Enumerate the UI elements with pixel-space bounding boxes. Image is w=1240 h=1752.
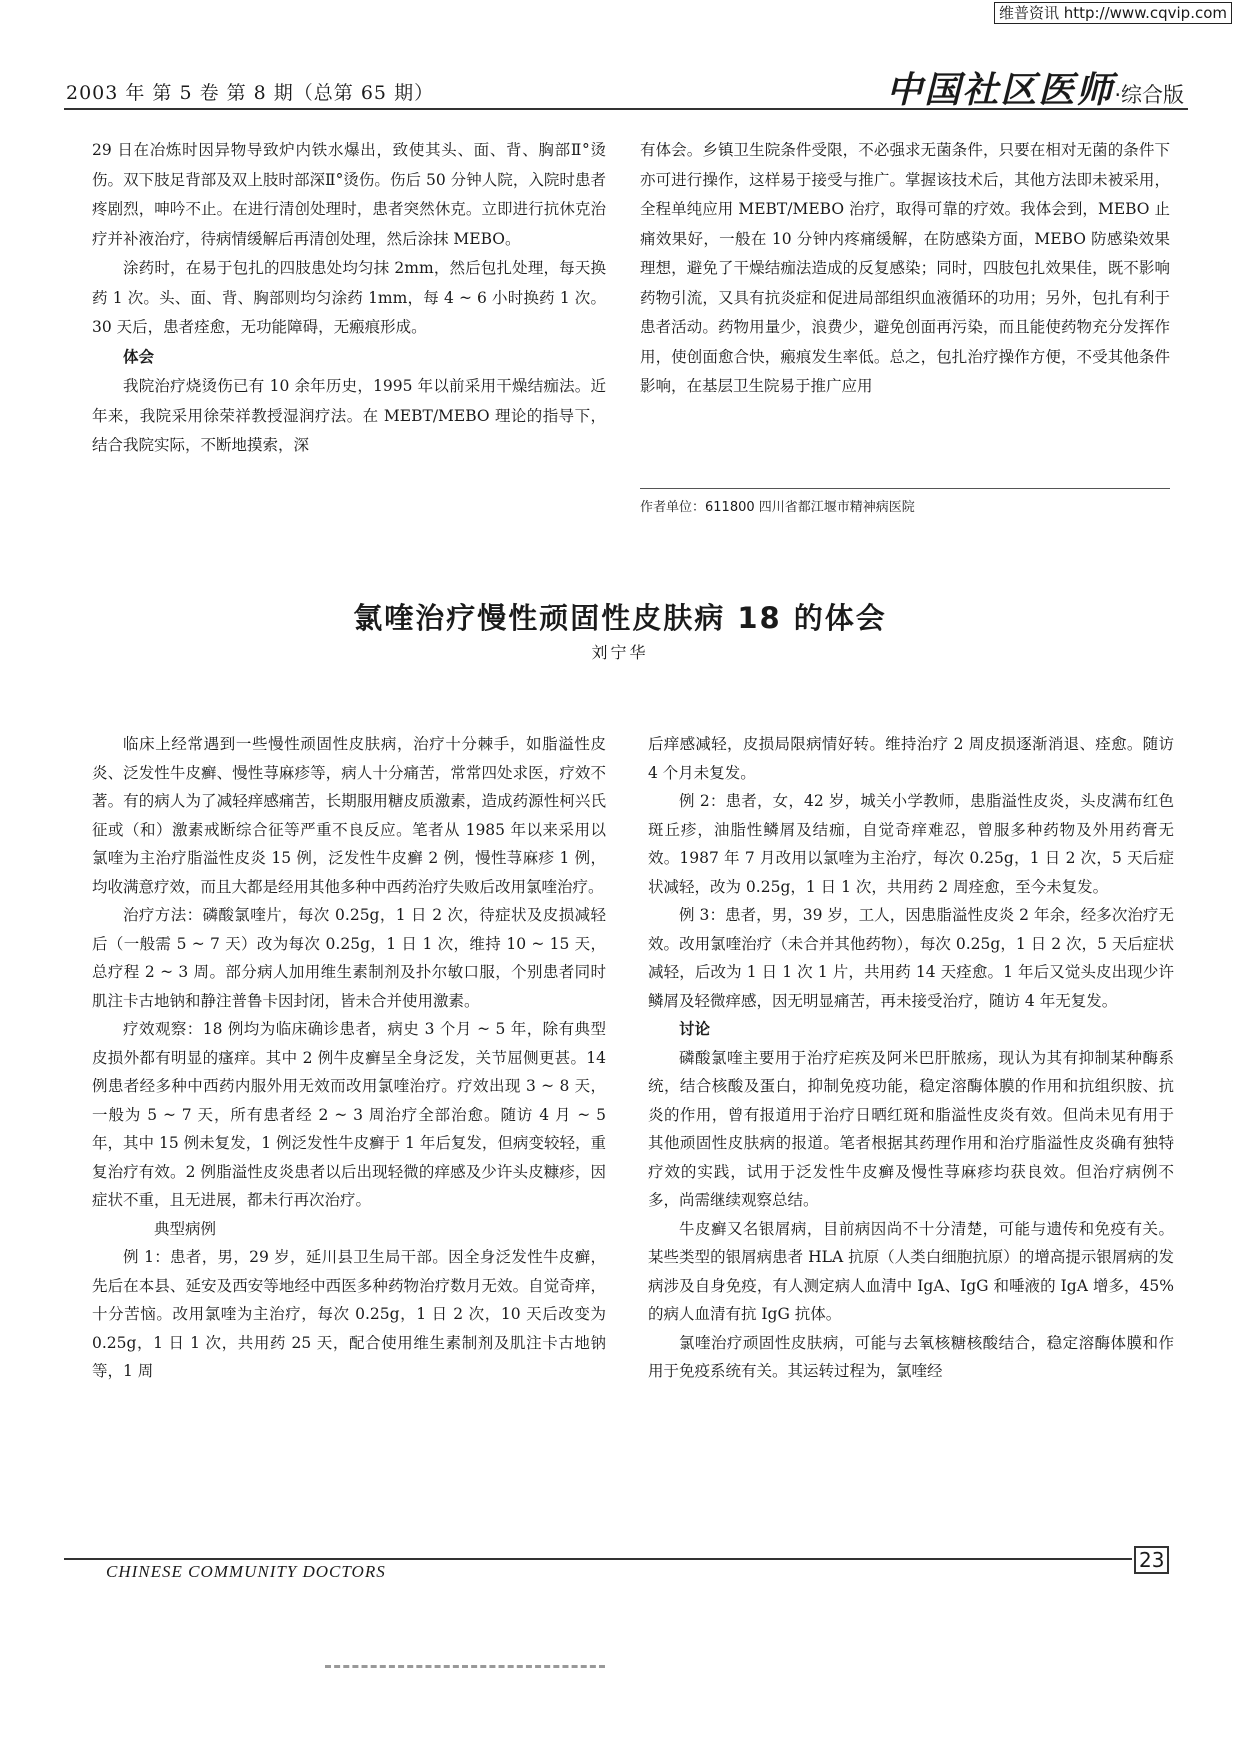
edition-label: ·综合版 [1114, 83, 1184, 107]
paragraph: 临床上经常遇到一些慢性顽固性皮肤病，治疗十分棘手，如脂溢性皮炎、泛发性牛皮癣、慢性荨麻疹等，病人十分痛苦，常常四处求医，疗效不著。有的病人为了减轻痒感痛苦，长期服用糖皮质激素，造成药源性柯兴氏征或（和）激素戒断综合征等严重不良反应。笔者从 1985 年以来采用以氯喹为主治疗脂溢性皮炎 15 例，泛发性牛皮癣 2 例，慢性荨麻疹 1 例，均收满意疗效，而且大都是经用其他多种中西药治疗失败后改用氯喹治疗。 [92, 735, 606, 896]
journal-logo: 中国社区医师 [886, 69, 1115, 111]
paragraph: 牛皮癣又名银屑病，目前病因尚不十分清楚，可能与遗传和免疫有关。某些类型的银屑病患者 HLA 抗原（人类白细胞抗原）的增高提示银屑病的发病涉及自身免疫，有人测定病人血清中 IgA、IgG 和唾液的 IgA 增多，45% 的病人血清有抗 IgG 抗体。 [648, 1219, 1174, 1323]
discussion-heading: 讨论 [679, 1020, 711, 1038]
affiliation-rule [640, 488, 1170, 489]
paragraph: 有体会。乡镇卫生院条件受限，不必强求无菌条件，只要在相对无菌的条件下亦可进行操作，这样易于接受与推广。掌握该技术后，其他方法即未被采用，全程单纯应用 MEBT/MEBO 治疗，取得可靠的疗效。我体会到，MEBO 止痛效果好，一般在 10 分钟内疼痛缓解，在防感染方面，MEBO 防感染效果理想，避免了干燥结痂法造成的反复感染；同时，四肢包扎效果佳，既不影响药物引流，又具有抗炎症和促进局部组织血液循环的功用；另外，包扎有利于患者活动。药物用量少，浪费少，避免创面再污染，而且能使药物充分发挥作用，使创面愈合快，瘢痕发生率低。总之，包扎治疗操作方便，不受其他条件影响，在基层卫生院易于推广应用 [640, 141, 1170, 395]
article-left-column [92, 730, 606, 1386]
case-heading: 典型病例 [154, 1219, 217, 1238]
article-title: 氯喹治疗慢性顽固性皮肤病 18 的体会 [353, 601, 887, 635]
watermark: 维普资讯 http://www.cqvip.com [994, 2, 1232, 24]
page-number: 23 [1134, 1546, 1169, 1574]
paragraph: 疗效观察：18 例均为临床确诊患者，病史 3 个月 ~ 5 年，除有典型皮损外都有明显的瘙痒。其中 2 例牛皮癣呈全身泛发，关节屈侧更甚。14 例患者经多种中西药内服外用无效而改用氯喹治疗。疗效出现 3 ~ 8 天，一般为 5 ~ 7 天，所有患者经 2 ~ 3 周治疗全部治愈。随访 4 月 ~ 5 年，其中 15 例未复发，1 例泛发性牛皮癣于 1 年后复发，但病变较轻，重复治疗有效。2 例脂溢性皮炎患者以后出现轻微的痒感及少许头皮糠疹，因症状不重，且无进展，都未行再次治疗。 [92, 1020, 606, 1209]
header-rule [64, 108, 1188, 110]
paragraph: 我院治疗烧烫伤已有 10 余年历史，1995 年以前采用干燥结痂法。近年来，我院采用徐荣祥教授湿润疗法。在 MEBT/MEBO 理论的指导下，结合我院实际，不断地摸索，深 [92, 377, 606, 454]
paragraph: 治疗方法：磷酸氯喹片，每次 0.25g，1 日 2 次，待症状及皮损减轻后（一般需 5 ~ 7 天）改为每次 0.25g，1 日 1 次，维持 10 ~ 15 天，总疗程 2 ~ 3 周。部分病人加用维生素制剂及扑尔敏口服，个别患者同时肌注卡古地钠和静注普鲁卡因封闭，皆未合并使用激素。 [92, 906, 606, 1010]
author-affiliation: 作者单位：611800 四川省都江堰市精神病医院 [640, 500, 915, 515]
paragraph: 涂药时，在易于包扎的四肢患处均匀抹 2mm，然后包扎处理，每天换药 1 次。头、面、背、胸部则均匀涂药 1mm，每 4 ~ 6 小时换药 1 次。30 天后，患者痊愈，无功能障碍，无瘢痕形成。 [92, 259, 606, 336]
journal-header [886, 62, 1184, 113]
issue-info: 2003 年 第 5 卷 第 8 期（总第 65 期） [66, 82, 435, 104]
section-heading: 体会 [123, 347, 155, 366]
paragraph: 例 3：患者，男，39 岁，工人，因患脂溢性皮炎 2 年余，经多次治疗无效。改用氯喹治疗（未合并其他药物），每次 0.25g，1 日 2 次，5 天后症状减轻，后改为 1 日 1 次 1 片，共用药 14 天痊愈。1 年后又觉头皮出现少许鳞屑及轻微痒感，因无明显痛苦，再未接受治疗，随访 4 年无复发。 [648, 906, 1174, 1010]
article-right-column [648, 730, 1174, 1386]
paragraph: 后痒感减轻，皮损局限病情好转。维持治疗 2 周皮损逐渐消退、痊愈。随访 4 个月未复发。 [648, 735, 1174, 782]
paragraph: 氯喹治疗顽固性皮肤病，可能与去氧核糖核酸结合，稳定溶酶体膜和作用于免疫系统有关。其运转过程为，氯喹经 [648, 1333, 1174, 1380]
footer-rule [64, 1558, 1132, 1560]
paragraph: 例 2：患者，女，42 岁，城关小学教师，患脂溢性皮炎，头皮满布红色斑丘疹，油脂性鳞屑及结痂，自觉奇痒难忍，曾服多种药物及外用药膏无效。1987 年 7 月改用以氯喹为主治疗，每次 0.25g，1 日 2 次，5 天后症状减轻，改为 0.25g，1 日 1 次，共用药 2 周痊愈，至今未复发。 [648, 792, 1174, 896]
paragraph: 29 日在冶炼时因异物导致炉内铁水爆出，致使其头、面、背、胸部Ⅱ°烫伤。双下肢足背部及双上肢时部深Ⅱ°烫伤。伤后 50 分钟人院，入院时患者疼剧烈，呻吟不止。在进行清创处理时，患者突然休克。立即进行抗休克治疗并补液治疗，待病情缓解后再清创处理，然后涂抹 MEBO。 [92, 141, 606, 248]
previous-article-right-column [640, 136, 1170, 402]
scan-mark [325, 1665, 605, 1668]
paragraph: 例 1：患者，男，29 岁，延川县卫生局干部。因全身泛发性牛皮癣，先后在本县、延安及西安等地经中西医多种药物治疗数月无效。自觉奇痒，十分苦恼。改用氯喹为主治疗，每次 0.25g，1 日 2 次，10 天后改变为 0.25g，1 日 1 次，共用药 25 天，配合使用维生素制剂及肌注卡古地钠等，1 周 [92, 1248, 606, 1380]
article-author: 刘宁华 [591, 643, 649, 662]
paragraph: 磷酸氯喹主要用于治疗疟疾及阿米巴肝脓疡，现认为其有抑制某种酶系统，结合核酸及蛋白，抑制免疫功能，稳定溶酶体膜的作用和抗组织胺、抗炎的作用，曾有报道用于治疗日晒红斑和脂溢性皮炎有效。但尚未见有用于其他顽固性皮肤病的报道。笔者根据其药理作用和治疗脂溢性皮炎确有独特疗效的实践，试用于泛发性牛皮癣及慢性荨麻疹均获良效。但治疗病例不多，尚需继续观察总结。 [648, 1048, 1174, 1209]
previous-article-left-column [92, 136, 606, 461]
footer-journal-name: CHINESE COMMUNITY DOCTORS [106, 1562, 386, 1581]
